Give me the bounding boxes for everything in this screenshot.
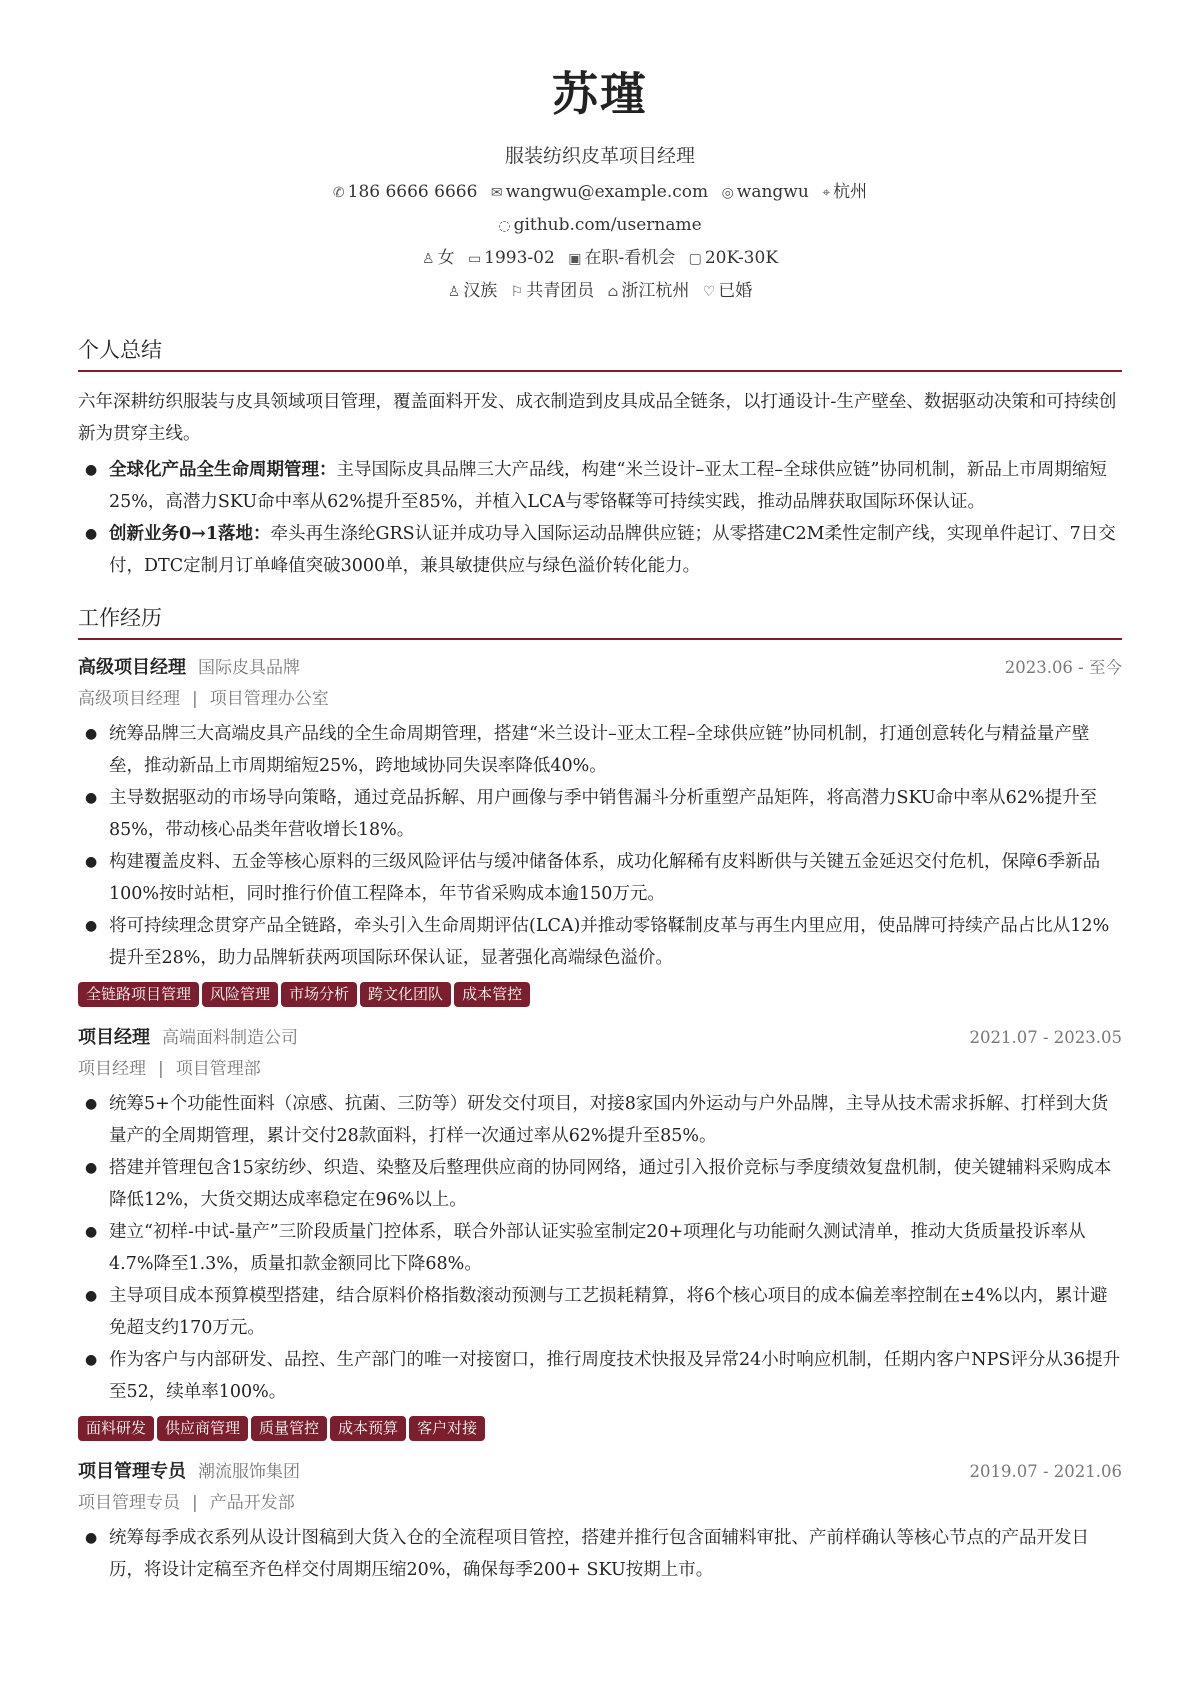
job-date: 2019.07 - 2021.06: [969, 1462, 1122, 1481]
political-text: 共青团员: [526, 281, 595, 301]
job-title: 项目管理专员: [78, 1461, 186, 1482]
skill-tag: 供应商管理: [157, 1416, 248, 1441]
job-bullet: [78, 1522, 1122, 1586]
job-dept: 产品开发部: [209, 1493, 295, 1513]
job-bullet: [78, 846, 1122, 910]
ethnicity-text: 汉族: [463, 281, 498, 301]
job-header: [78, 1456, 1122, 1488]
job-bullet-text: 主导数据驱动的市场导向策略，通过竞品拆解、用户画像与季中销售漏斗分析重塑产品矩阵，将高潜力SKU命中率从62%提升至85%，带动核心品类年营收增长18%。: [109, 788, 1098, 840]
job-header: [78, 1022, 1122, 1054]
phone-text: 186 6666 6666: [347, 182, 478, 202]
job-target-title: 服装纺织皮革项目经理: [504, 145, 695, 167]
job-dept: 项目管理部: [175, 1059, 261, 1079]
github-icon: ◌: [498, 218, 511, 234]
job-bullet: [78, 1344, 1122, 1408]
job-bullet-text: 作为客户与内部研发、品控、生产部门的唯一对接窗口，推行周度技术快报及异常24小时响应机制，任期内客户NPS评分从36提升至52，续单率100%。: [109, 1350, 1121, 1402]
job-header: [78, 652, 1122, 684]
gender-item: [422, 242, 455, 276]
job-bullet-text: 主导项目成本预算模型搭建，结合原料价格指数滚动预测与工艺损耗精算，将6个核心项目的成本偏差率控制在±4%以内，累计避免超支约170万元。: [109, 1286, 1108, 1338]
github-link[interactable]: github.com/username: [513, 215, 702, 235]
job-entry: [78, 1022, 1122, 1444]
bullet-dot: ●: [85, 1224, 98, 1240]
job-bullet: [78, 1088, 1122, 1152]
job-bullet: [78, 910, 1122, 974]
separator: |: [192, 1493, 198, 1513]
status-item: [568, 242, 675, 276]
birth-item: [468, 242, 555, 276]
skill-tag: 质量管控: [251, 1416, 327, 1441]
contact-row-personal: [78, 242, 1122, 275]
bullet-dot: ●: [85, 462, 98, 478]
contact-row-github: [78, 209, 1122, 242]
marital-text: 已婚: [718, 281, 753, 301]
heart-icon: ♡: [702, 284, 716, 300]
summary-bullet: [78, 518, 1122, 582]
skill-tags: [78, 1416, 1122, 1444]
job-role: 项目管理专员: [78, 1493, 180, 1513]
salary-item: [689, 242, 778, 276]
hometown-item: [608, 275, 690, 309]
separator: |: [158, 1059, 164, 1079]
job-bullet: [78, 718, 1122, 782]
bullet-dot: ●: [85, 1352, 98, 1368]
skill-tag: 市场分析: [281, 982, 357, 1007]
job-bullets: [78, 1522, 1122, 1586]
job-bullet: [78, 1216, 1122, 1280]
job-entry: [78, 652, 1122, 1010]
summary-bullets: [78, 454, 1122, 582]
summary-bullet: [78, 454, 1122, 518]
marital-item: [703, 275, 753, 309]
birth-text: 1993-02: [484, 248, 555, 268]
location-text: 杭州: [833, 182, 868, 202]
job-title: 高级项目经理: [78, 657, 186, 678]
job-company: 国际皮具品牌: [198, 658, 300, 678]
bullet-dot: ●: [85, 1160, 98, 1176]
ethnicity-item: [448, 275, 498, 309]
summary-bullet-label: 创新业务0→1落地：: [109, 524, 271, 544]
status-text: 在职-看机会: [584, 248, 676, 268]
briefcase-icon: ▣: [568, 251, 582, 267]
work-heading: 工作经历: [78, 598, 1122, 640]
skill-tag: 成本预算: [330, 1416, 406, 1441]
contact-row-background: [78, 275, 1122, 308]
job-bullet: [78, 782, 1122, 846]
wechat-item: [722, 176, 809, 210]
job-title: 项目经理: [78, 1027, 150, 1048]
candidate-name: 苏瑾: [552, 67, 648, 121]
location-item: [822, 176, 867, 210]
wechat-text: wangwu: [736, 182, 809, 202]
summary-section: [78, 330, 1122, 582]
job-company: 高端面料制造公司: [162, 1028, 298, 1048]
gender-text: 女: [437, 248, 455, 268]
job-role: 项目经理: [78, 1059, 146, 1079]
email-text[interactable]: wangwu@example.com: [505, 182, 709, 202]
phone-item: [333, 176, 478, 210]
summary-bullet-text: 牵头再生涤纶GRS认证并成功导入国际运动品牌供应链；从零搭建C2M柔性定制产线，实现单件起订、7日交付，DTC定制月订单峰值突破3000单，兼具敏捷供应与绿色溢价转化能力。: [109, 524, 1116, 576]
bullet-dot: ●: [85, 726, 98, 742]
job-date: 2021.07 - 2023.05: [969, 1028, 1122, 1047]
job-bullet-text: 统筹5+个功能性面料（凉感、抗菌、三防等）研发交付项目，对接8家国内外运动与户外品牌，主导从技术需求拆解、打样到大货量产的全周期管理，累计交付28款面料，打样一次通过率从62%提升至85%。: [109, 1094, 1109, 1146]
flag-icon: ⚐: [510, 284, 524, 300]
github-item[interactable]: [498, 209, 701, 243]
bullet-dot: ●: [85, 854, 98, 870]
home-icon: ⌂: [607, 284, 619, 300]
job-bullet-text: 将可持续理念贯穿产品全链路，牵头引入生命周期评估(LCA)并推动零铬鞣制皮革与再生内里应用，使品牌可持续产品占比从12%提升至28%，助力品牌斩获两项国际环保认证，显著强化高端绿色溢价。: [109, 916, 1110, 968]
calendar-icon: ▭: [467, 251, 482, 267]
job-entry: [78, 1456, 1122, 1586]
summary-bullet-label: 全球化产品全生命周期管理：: [109, 460, 337, 480]
job-role-line: [78, 1488, 1122, 1518]
job-bullet-text: 统筹品牌三大高端皮具产品线的全生命周期管理，搭建“米兰设计–亚太工程–全球供应链”协同机制，打通创意转化与精益量产壁垒，推动新品上市周期缩短25%，跨地域协同失误率降低40%。: [109, 724, 1090, 776]
wechat-icon: ◎: [721, 185, 734, 201]
political-item: [511, 275, 595, 309]
work-section: [78, 598, 1122, 1586]
job-bullets: [78, 1088, 1122, 1408]
hometown-text: 浙江杭州: [621, 281, 690, 301]
contact-row-primary: [78, 176, 1122, 209]
job-role-line: [78, 1054, 1122, 1084]
skill-tag: 全链路项目管理: [78, 982, 199, 1007]
job-bullet-text: 建立“初样-中试-量产”三阶段质量门控体系，联合外部认证实验室制定20+项理化与功能耐久测试清单，推动大货质量投诉率从4.7%降至1.3%，质量扣款金额同比下降68%。: [109, 1222, 1086, 1274]
job-date: 2023.06 - 至今: [1004, 658, 1122, 677]
job-dept: 项目管理办公室: [209, 689, 329, 709]
job-bullet-text: 统筹每季成衣系列从设计图稿到大货入仓的全流程项目管控，搭建并推行包含面辅料审批、产前样确认等核心节点的产品开发日历，将设计定稿至齐色样交付周期压缩20%，确保每季200+ SKU按期上市。: [109, 1528, 1089, 1580]
bullet-dot: ●: [85, 918, 98, 934]
bullet-dot: ●: [85, 1096, 98, 1112]
skill-tags: [78, 982, 1122, 1010]
people-icon: ♙: [447, 284, 461, 300]
bullet-dot: ●: [85, 526, 98, 542]
bullet-dot: ●: [85, 1530, 98, 1546]
summary-intro: 六年深耕纺织服装与皮具领域项目管理，覆盖面料开发、成衣制造到皮具成品全链条，以打通设计-生产壁垒、数据驱动决策和可持续创新为贯穿主线。: [78, 392, 1117, 444]
job-bullet: [78, 1152, 1122, 1216]
job-bullet-text: 构建覆盖皮料、五金等核心原料的三级风险评估与缓冲储备体系，成功化解稀有皮料断供与关键五金延迟交付危机，保障6季新品100%按时站柜，同时推行价值工程降本，年节省采购成本逾150万元。: [109, 852, 1101, 904]
skill-tag: 成本管控: [454, 982, 530, 1007]
salary-text: 20K-30K: [704, 248, 779, 268]
mail-icon: ✉: [490, 185, 503, 201]
job-role: 高级项目经理: [78, 689, 180, 709]
job-bullet: [78, 1280, 1122, 1344]
skill-tag: 跨文化团队: [360, 982, 451, 1007]
user-icon: ♙: [421, 251, 435, 267]
bullet-dot: ●: [85, 790, 98, 806]
salary-icon: ▢: [688, 251, 702, 267]
phone-icon: ✆: [332, 185, 345, 201]
skill-tag: 面料研发: [78, 1416, 154, 1441]
skill-tag: 客户对接: [409, 1416, 485, 1441]
location-icon: ⌖: [822, 185, 831, 201]
job-company: 潮流服饰集团: [198, 1462, 300, 1482]
skill-tag: 风险管理: [202, 982, 278, 1007]
job-bullet-text: 搭建并管理包含15家纺纱、织造、染整及后整理供应商的协同网络，通过引入报价竞标与季度绩效复盘机制，使关键辅料采购成本降低12%，大货交期达成率稳定在96%以上。: [109, 1158, 1112, 1210]
job-bullets: [78, 718, 1122, 974]
bullet-dot: ●: [85, 1288, 98, 1304]
summary-heading: 个人总结: [78, 330, 1122, 372]
email-item[interactable]: [491, 176, 708, 210]
job-role-line: [78, 684, 1122, 714]
summary-bullet-text: 主导国际皮具品牌三大产品线，构建“米兰设计–亚太工程–全球供应链”协同机制，新品上市周期缩短25%，高潜力SKU命中率从62%提升至85%，并植入LCA与零铬鞣等可持续实践，推动品牌获取国际环保认证。: [109, 460, 1107, 512]
separator: |: [192, 689, 198, 709]
